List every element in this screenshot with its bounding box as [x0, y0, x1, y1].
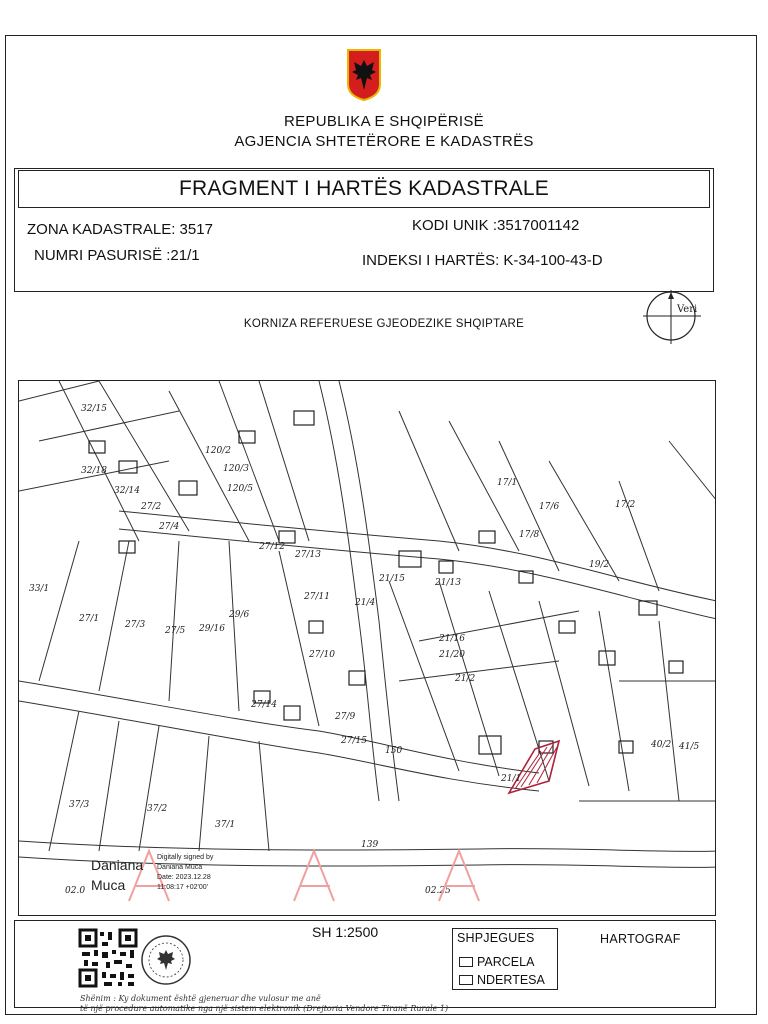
parcel-label: 02.25 — [425, 886, 451, 896]
parcel-label: 139 — [361, 840, 379, 850]
legend-parcela-label: PARCELA — [477, 955, 535, 969]
building-swatch-icon — [459, 975, 473, 985]
map-drawing — [19, 381, 716, 916]
parcel-label: 27/3 — [125, 620, 146, 630]
parcel-label: 19/2 — [589, 560, 610, 570]
kodi-unik: KODI UNIK :3517001142 — [412, 217, 580, 234]
parcel-label: 27/4 — [159, 522, 180, 532]
note-line-1: Shënim : Ky dokument është gjeneruar dhe vulosur me anë — [80, 994, 321, 1003]
header-republic: REPUBLIKA E SHQIPËRISË — [283, 113, 484, 130]
parcel-label: 40/2 — [651, 740, 672, 750]
parcel-label: 27/1 — [79, 614, 100, 624]
parcel-label: 33/1 — [29, 584, 50, 594]
legend-item-parcela — [459, 955, 534, 969]
parcel-label: 21/1 — [501, 774, 522, 784]
parcel-label: 27/11 — [304, 592, 330, 602]
parcel-label: 37/1 — [215, 820, 236, 830]
digital-signature-line1: Digitally signed by — [157, 854, 214, 861]
parcel-label: 27/14 — [251, 700, 277, 710]
official-seal-icon — [140, 934, 192, 986]
parcel-label: 21/15 — [379, 574, 405, 584]
parcel-label: 41/5 — [679, 742, 700, 752]
parcel-label: 27/9 — [335, 712, 356, 722]
parcel-label: 27/10 — [309, 650, 335, 660]
parcel-label: 17/1 — [497, 478, 518, 488]
signer-last-name: Muca — [91, 877, 126, 893]
document-title: FRAGMENT I HARTËS KADASTRALE — [18, 170, 710, 208]
parcel-label: 32/15 — [81, 404, 107, 414]
parcel-swatch-icon — [459, 957, 473, 967]
parcel-label: 02.0 — [65, 886, 86, 896]
qr-code-icon[interactable] — [78, 928, 138, 988]
indeksi-hartes: INDEKSI I HARTËS: K-34-100-43-D — [362, 252, 603, 269]
parcel-label: 37/3 — [69, 800, 90, 810]
legend-item-ndertesa — [459, 973, 545, 987]
parcel-label: 17/2 — [615, 500, 636, 510]
map-scale: SH 1:2500 — [312, 924, 379, 940]
parcel-label: 17/8 — [519, 530, 540, 540]
cadastral-map[interactable] — [18, 380, 716, 916]
north-label: Veri — [677, 304, 698, 315]
parcel-label: 27/5 — [165, 626, 186, 636]
highlighted-parcel[interactable] — [509, 741, 559, 793]
parcel-label: 29/6 — [229, 610, 250, 620]
parcel-label: 120/5 — [227, 484, 253, 494]
parcel-label: 120/2 — [205, 446, 231, 456]
digital-signature-time: 11:08:17 +02'00' — [157, 884, 209, 891]
parcel-label: 27/15 — [341, 736, 367, 746]
parcel-label: 21/16 — [439, 634, 465, 644]
legend-box — [452, 928, 558, 990]
signer-first-name: Daniana — [91, 857, 144, 873]
parcel-label: 21/2 — [455, 674, 476, 684]
parcel-label: 27/2 — [141, 502, 162, 512]
parcel-label: 17/6 — [539, 502, 560, 512]
parcel-label: 21/13 — [435, 578, 461, 588]
parcel-label: 150 — [385, 746, 403, 756]
north-arrow-icon — [643, 290, 705, 346]
digital-signature-date: Date: 2023.12.28 — [157, 874, 211, 881]
legend-title: SHPJEGUES — [457, 931, 535, 945]
parcel-label: 21/4 — [355, 598, 376, 608]
reference-frame-label: KORNIZA REFERUESE GJEODEZIKE SHQIPTARE — [243, 318, 525, 330]
parcel-label: 29/16 — [199, 624, 225, 634]
header-agency: AGJENCIA SHTETËRORE E KADASTRËS — [234, 133, 534, 150]
parcel-label: 32/18 — [81, 466, 107, 476]
legend-ndertesa-label: NDERTESA — [477, 973, 545, 987]
digital-signature-line2: Daniana Muca — [157, 864, 203, 871]
parcel-label: 27/13 — [295, 550, 321, 560]
parcel-label: 120/3 — [223, 464, 249, 474]
parcel-label: 27/12 — [259, 542, 285, 552]
parcel-label: 37/2 — [147, 804, 168, 814]
parcel-label: 32/14 — [114, 486, 140, 496]
hartograf-label: HARTOGRAF — [600, 932, 681, 946]
note-line-2: të një procedure automatike nga një sistem elektronik (Drejtoria Vendore Tiranë Rurale 1) — [80, 1004, 449, 1013]
albania-emblem-icon — [346, 48, 382, 102]
zona-kadastrale: ZONA KADASTRALE: 3517 — [27, 221, 213, 238]
numri-pasurise: NUMRI PASURISË :21/1 — [34, 247, 200, 264]
parcel-label: 21/20 — [439, 650, 465, 660]
